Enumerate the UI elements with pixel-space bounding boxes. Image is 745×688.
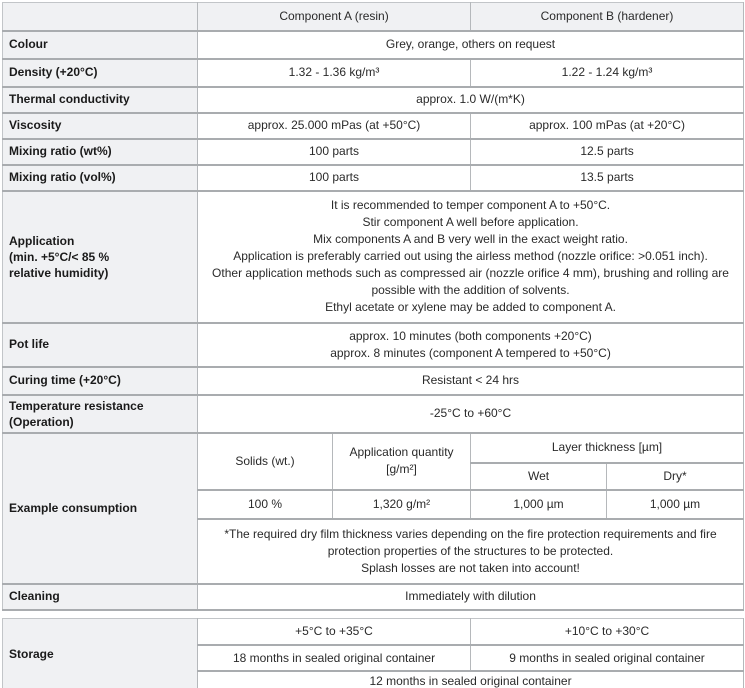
row-thermal-conductivity: [3, 87, 744, 113]
pot-life-value: [198, 323, 744, 367]
storage-shelf-a: 18 months in sealed original container: [198, 645, 471, 671]
row-mixing-ratio-wt: [3, 139, 744, 165]
colour-value: Grey, orange, others on request: [198, 31, 744, 59]
application-line: Application is preferably carried out using the airless method (nozzle orifice: >0.051 inch).: [233, 249, 708, 263]
density-a: 1.32 - 1.36 kg/m³: [198, 59, 471, 87]
thermal-value: approx. 1.0 W/(m*K): [198, 87, 744, 113]
row-mixing-ratio-vol: [3, 165, 744, 191]
curing-value: Resistant < 24 hrs: [198, 367, 744, 395]
row-label-pot-life: Pot life: [3, 323, 198, 367]
header-component-b: Component B (hardener): [471, 3, 744, 31]
storage-temp-a: +5°C to +35°C: [198, 618, 471, 645]
row-label-mixing-vol: Mixing ratio (vol%): [3, 165, 198, 191]
row-storage-temperature: [3, 618, 744, 645]
application-line: Mix components A and B very well in the exact weight ratio.: [313, 232, 628, 246]
footnote-line: *The required dry film thickness varies depending on the fire protection requirements and fire: [224, 526, 717, 541]
row-label-viscosity: Viscosity: [3, 113, 198, 139]
row-density: [3, 59, 744, 87]
table-separator: [2, 611, 743, 618]
application-instructions: [198, 191, 744, 323]
application-line: Ethyl acetate or xylene may be added to component A.: [325, 300, 616, 314]
header-empty-cell: [3, 3, 198, 31]
storage-shelf-combined: 12 months in sealed original container: [198, 671, 744, 688]
row-example-consumption-header1: [3, 433, 744, 463]
row-label-mixing-wt: Mixing ratio (wt%): [3, 139, 198, 165]
density-b: 1.22 - 1.24 kg/m³: [471, 59, 744, 87]
mixing-vol-a: 100 parts: [198, 165, 471, 191]
row-label-application: [3, 191, 198, 323]
row-label-cleaning: Cleaning: [3, 584, 198, 610]
application-label-line: (min. +5°C/< 85 %: [9, 249, 110, 264]
application-line: It is recommended to temper component A to +50°C.: [330, 198, 611, 212]
row-label-density: Density (+20°C): [3, 59, 198, 87]
temp-resistance-label-line: (Operation): [9, 414, 74, 429]
storage-shelf-b: 9 months in sealed original container: [471, 645, 744, 671]
viscosity-b: approx. 100 mPas (at +20°C): [471, 113, 744, 139]
footnote-line: protection properties of the structures to be protected.: [327, 543, 614, 558]
mixing-wt-a: 100 parts: [198, 139, 471, 165]
pot-life-line: approx. 10 minutes (both components +20°C): [349, 328, 592, 343]
row-label-example-consumption: Example consumption: [3, 433, 198, 584]
header-component-a: Component A (resin): [198, 3, 471, 31]
application-line: Other application methods such as compressed air (nozzle orifice 4 mm), brushing and rolling are: [212, 266, 729, 280]
row-label-temp-resistance: [3, 395, 198, 433]
footnote-line: Splash losses are not taken into account!: [361, 560, 580, 575]
consumption-header-layer-thickness: Layer thickness [µm]: [471, 433, 744, 463]
application-line: Stir component A well before application.: [362, 215, 579, 229]
consumption-value-wet: 1,000 µm: [471, 490, 607, 519]
consumption-footnote: [198, 519, 744, 584]
row-viscosity: [3, 113, 744, 139]
temp-resistance-value: -25°C to +60°C: [198, 395, 744, 433]
storage-table: [2, 618, 744, 688]
cleaning-value: Immediately with dilution: [198, 584, 744, 610]
consumption-header-solids: Solids (wt.): [198, 433, 333, 490]
application-line: possible with the addition of solvents.: [371, 283, 570, 297]
consumption-value-dry: 1,000 µm: [607, 490, 744, 519]
viscosity-a: approx. 25.000 mPas (at +50°C): [198, 113, 471, 139]
mixing-wt-b: 12.5 parts: [471, 139, 744, 165]
app-quantity-header-line: Application quantity: [349, 445, 454, 459]
row-application: [3, 191, 744, 323]
temp-resistance-label-line: Temperature resistance: [9, 398, 144, 413]
application-label-line: Application: [9, 233, 75, 248]
row-cleaning: [3, 584, 744, 610]
pot-life-line: approx. 8 minutes (component A tempered to +50°C): [330, 345, 611, 360]
consumption-value-app-quantity: 1,320 g/m²: [333, 490, 471, 519]
spec-table: [2, 2, 744, 611]
header-row: [3, 3, 744, 31]
app-quantity-header-line: [g/m²]: [386, 462, 417, 476]
row-curing-time: [3, 367, 744, 395]
row-temperature-resistance: [3, 395, 744, 433]
row-pot-life: [3, 323, 744, 367]
row-colour: [3, 31, 744, 59]
consumption-header-app-quantity: [333, 433, 471, 490]
row-label-colour: Colour: [3, 31, 198, 59]
row-label-storage: Storage: [3, 618, 198, 688]
consumption-header-dry: Dry*: [607, 463, 744, 490]
storage-temp-b: +10°C to +30°C: [471, 618, 744, 645]
application-label-line: relative humidity): [9, 265, 109, 280]
row-label-curing: Curing time (+20°C): [3, 367, 198, 395]
consumption-header-wet: Wet: [471, 463, 607, 490]
mixing-vol-b: 13.5 parts: [471, 165, 744, 191]
consumption-value-solids: 100 %: [198, 490, 333, 519]
row-label-thermal: Thermal conductivity: [3, 87, 198, 113]
